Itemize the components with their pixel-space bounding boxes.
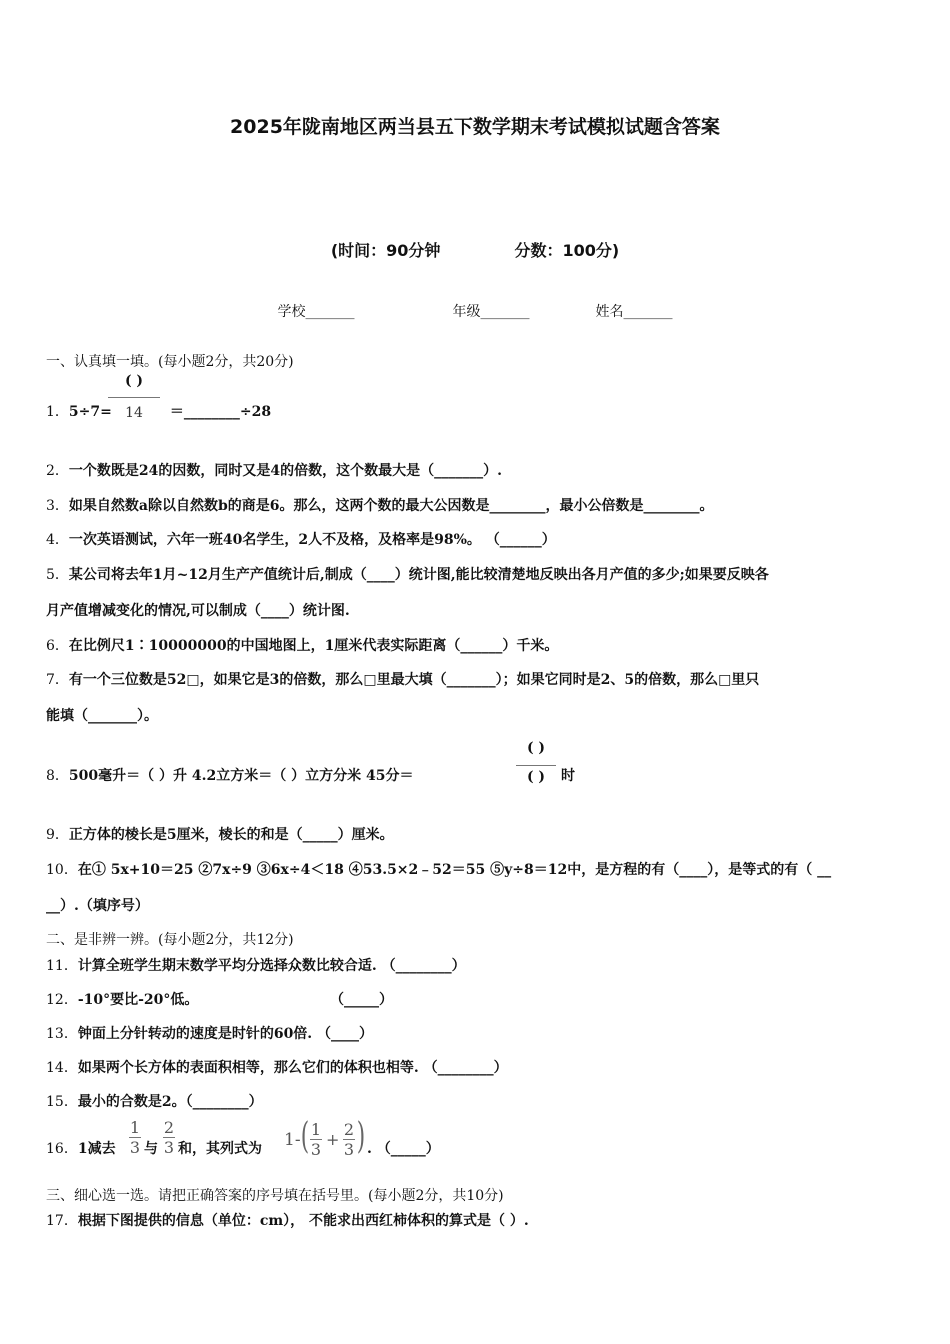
question-text: 1减去 bbox=[77, 1141, 116, 1157]
fraction-denominator: 14 bbox=[125, 405, 143, 421]
question-16 bbox=[46, 1138, 116, 1158]
fraction-numerator: 1 bbox=[129, 1118, 141, 1137]
question-number: 10． bbox=[46, 862, 78, 878]
question-text: 500毫升＝（ ）升 4.2立方米＝（ ）立方分米 45分＝ bbox=[68, 768, 414, 784]
fraction-numerator: ( ) bbox=[526, 740, 546, 756]
fraction-denominator: 3 bbox=[163, 1138, 175, 1157]
question-number: 11． bbox=[46, 958, 78, 974]
question-12 bbox=[46, 989, 198, 1009]
question-number: 13． bbox=[46, 1026, 78, 1042]
question-number: 16． bbox=[46, 1141, 78, 1157]
question-number: 7． bbox=[46, 672, 69, 688]
question-number: 1． bbox=[46, 404, 69, 420]
fraction bbox=[342, 1120, 356, 1160]
question-11 bbox=[46, 955, 466, 975]
question-text: 正方体的棱长是5厘米，棱长的和是（_____）厘米。 bbox=[68, 827, 394, 843]
student-fields bbox=[0, 301, 950, 321]
question-number: 12． bbox=[46, 992, 78, 1008]
fraction-denominator: 3 bbox=[129, 1138, 141, 1157]
fraction-numerator: 2 bbox=[163, 1118, 175, 1137]
open-paren-icon: ( bbox=[300, 1116, 310, 1157]
expression-minus: 1- bbox=[284, 1130, 301, 1150]
question-number: 9． bbox=[46, 827, 69, 843]
question-number: 14． bbox=[46, 1060, 78, 1076]
page-title: 2025年陇南地区两当县五下数学期末考试模拟试题含答案 bbox=[230, 116, 720, 138]
question-text: ＝________÷28 bbox=[169, 404, 272, 420]
question-text: 如果两个长方体的表面积相等，那么它们的体积也相等. （________） bbox=[77, 1060, 508, 1076]
question-17 bbox=[46, 1210, 529, 1230]
question-number: 3． bbox=[46, 498, 69, 514]
question-text: 在比例尺1∶10000000的中国地图上，1厘米代表实际距离（______）千米。 bbox=[68, 638, 559, 654]
question-number: 15． bbox=[46, 1094, 78, 1110]
question-10 bbox=[46, 859, 831, 879]
question-text: 最小的合数是2。（________） bbox=[77, 1094, 263, 1110]
question-text: 一次英语测试，六年一班40名学生，2人不及格，及格率是98%。 （______） bbox=[68, 532, 556, 548]
question-number: 5． bbox=[46, 567, 69, 583]
question-number: 8． bbox=[46, 768, 69, 784]
expression-plus: + bbox=[326, 1130, 340, 1149]
question-text: 如果自然数a除以自然数b的商是6。那么，这两个数的最大公因数是________，最小公倍数是________。 bbox=[68, 498, 714, 514]
question-number: 17． bbox=[46, 1213, 78, 1229]
question-text: -10°要比-20°低。 bbox=[77, 992, 199, 1008]
question-text: 5÷7= bbox=[68, 404, 112, 420]
question-text: 计算全班学生期末数学平均分选择众数比较合适. （________） bbox=[77, 958, 466, 974]
question-4 bbox=[46, 529, 556, 549]
fraction bbox=[106, 373, 162, 425]
close-paren-icon: ) bbox=[356, 1116, 366, 1157]
question-8 bbox=[46, 765, 413, 785]
question-9 bbox=[46, 824, 394, 844]
answer-blank[interactable]: （_____） bbox=[330, 992, 393, 1008]
question-number: 2． bbox=[46, 463, 69, 479]
question-3 bbox=[46, 495, 714, 515]
fraction-numerator: ( ) bbox=[124, 373, 144, 389]
fraction bbox=[309, 1120, 323, 1160]
question-7 bbox=[46, 669, 759, 689]
question-6 bbox=[46, 635, 558, 655]
answer-blank[interactable]: . （_____） bbox=[367, 1141, 440, 1157]
section-2-heading: 二、是非辨一辨。(每小题2分，共12分) bbox=[46, 932, 294, 948]
fraction-numerator: 2 bbox=[343, 1120, 355, 1139]
question-number: 4． bbox=[46, 532, 69, 548]
question-text: 与 bbox=[144, 1141, 158, 1157]
question-text: 钟面上分针转动的速度是时针的60倍. （____） bbox=[77, 1026, 374, 1042]
exam-score: 分数：100分) bbox=[514, 241, 620, 260]
fraction-denominator: ( ) bbox=[526, 769, 546, 785]
question-text: 一个数既是24的因数，同时又是4的倍数，这个数最大是（_______）. bbox=[68, 463, 503, 479]
time-unit: 时 bbox=[561, 768, 575, 784]
question-15 bbox=[46, 1091, 263, 1111]
exam-time: (时间：90分钟 bbox=[330, 241, 441, 260]
school-field[interactable]: 学校_______ bbox=[277, 304, 355, 320]
fraction-bar bbox=[108, 397, 160, 398]
fraction bbox=[512, 740, 560, 792]
grade-field[interactable]: 年级_______ bbox=[452, 304, 530, 320]
question-text: 根据下图提供的信息（单位：cm）， 不能求出西红柿体积的算式是（ ）. bbox=[77, 1213, 529, 1229]
fraction-numerator: 1 bbox=[310, 1120, 322, 1139]
question-2 bbox=[46, 460, 502, 480]
question-7-continued: 能填（_______）。 bbox=[46, 708, 158, 724]
fraction bbox=[128, 1118, 142, 1158]
question-10-continued: __）.（填序号） bbox=[46, 898, 149, 914]
fraction-denominator: 3 bbox=[310, 1140, 322, 1159]
question-5-continued: 月产值增减变化的情况,可以制成（____）统计图. bbox=[46, 603, 350, 619]
section-1-heading: 一、认真填一填。(每小题2分，共20分) bbox=[46, 354, 294, 370]
exam-info bbox=[0, 238, 950, 261]
question-number: 6． bbox=[46, 638, 69, 654]
question-text: 在① 5x+10＝25 ②7x÷9 ③6x÷4＜18 ④53.5×2﹣52＝55 ⑤y÷8＝12中，是方程的有（____），是等式的有（ __ bbox=[77, 862, 832, 878]
question-5 bbox=[46, 564, 769, 584]
fraction-bar bbox=[516, 765, 556, 766]
question-13 bbox=[46, 1023, 373, 1043]
question-text: 和，其列式为 bbox=[178, 1141, 262, 1157]
section-3-heading: 三、细心选一选。请把正确答案的序号填在括号里。(每小题2分，共10分) bbox=[46, 1188, 504, 1204]
question-14 bbox=[46, 1057, 508, 1077]
question-text: 有一个三位数是52□，如果它是3的倍数，那么□里最大填（_______）；如果它同时是2、5的倍数，那么□里只 bbox=[68, 672, 760, 688]
fraction bbox=[162, 1118, 176, 1158]
question-text: 某公司将去年1月~12月生产产值统计后,制成（____）统计图,能比较清楚地反映出各月产值的多少;如果要反映各 bbox=[68, 567, 769, 583]
fraction-denominator: 3 bbox=[343, 1140, 355, 1159]
name-field[interactable]: 姓名_______ bbox=[595, 304, 673, 320]
